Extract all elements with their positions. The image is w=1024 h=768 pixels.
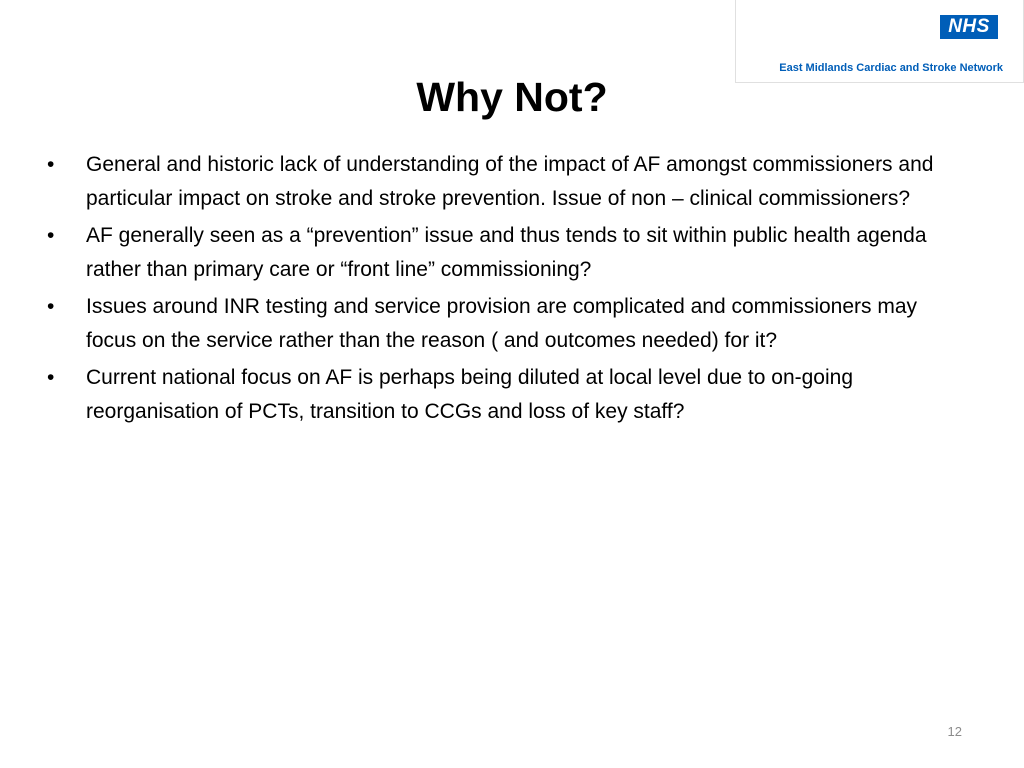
bullet-point-icon: • (47, 295, 55, 318)
bullet-text: Current national focus on AF is perhaps being diluted at local level due to on-going reorganisation of PCTs, transition to CCGs and loss of key staff? (86, 366, 853, 423)
bullet-point-icon: • (47, 366, 55, 389)
bullet-text: General and historic lack of understanding of the impact of AF amongst commissioners and particular impact on stroke and stroke prevention. Issue of non – clinical commissioners? (86, 153, 934, 210)
bullet-point-icon: • (47, 153, 55, 176)
nhs-logo: NHS (940, 15, 998, 39)
bullet-list (45, 148, 945, 432)
bullet-point-icon: • (47, 224, 55, 247)
bullet-item (45, 219, 945, 287)
network-name: East Midlands Cardiac and Stroke Network (779, 62, 1003, 74)
page-number: 12 (947, 724, 962, 739)
bullet-item (45, 361, 945, 429)
bullet-text: AF generally seen as a “prevention” issue and thus tends to sit within public health agenda rather than primary care or “front line” commissioning? (86, 224, 927, 281)
bullet-text: Issues around INR testing and service provision are complicated and commissioners may focus on the service rather than the reason ( and outcomes needed) for it? (86, 295, 918, 352)
bullet-item (45, 290, 945, 358)
slide-title: Why Not? (416, 74, 608, 120)
bullet-item (45, 148, 945, 216)
